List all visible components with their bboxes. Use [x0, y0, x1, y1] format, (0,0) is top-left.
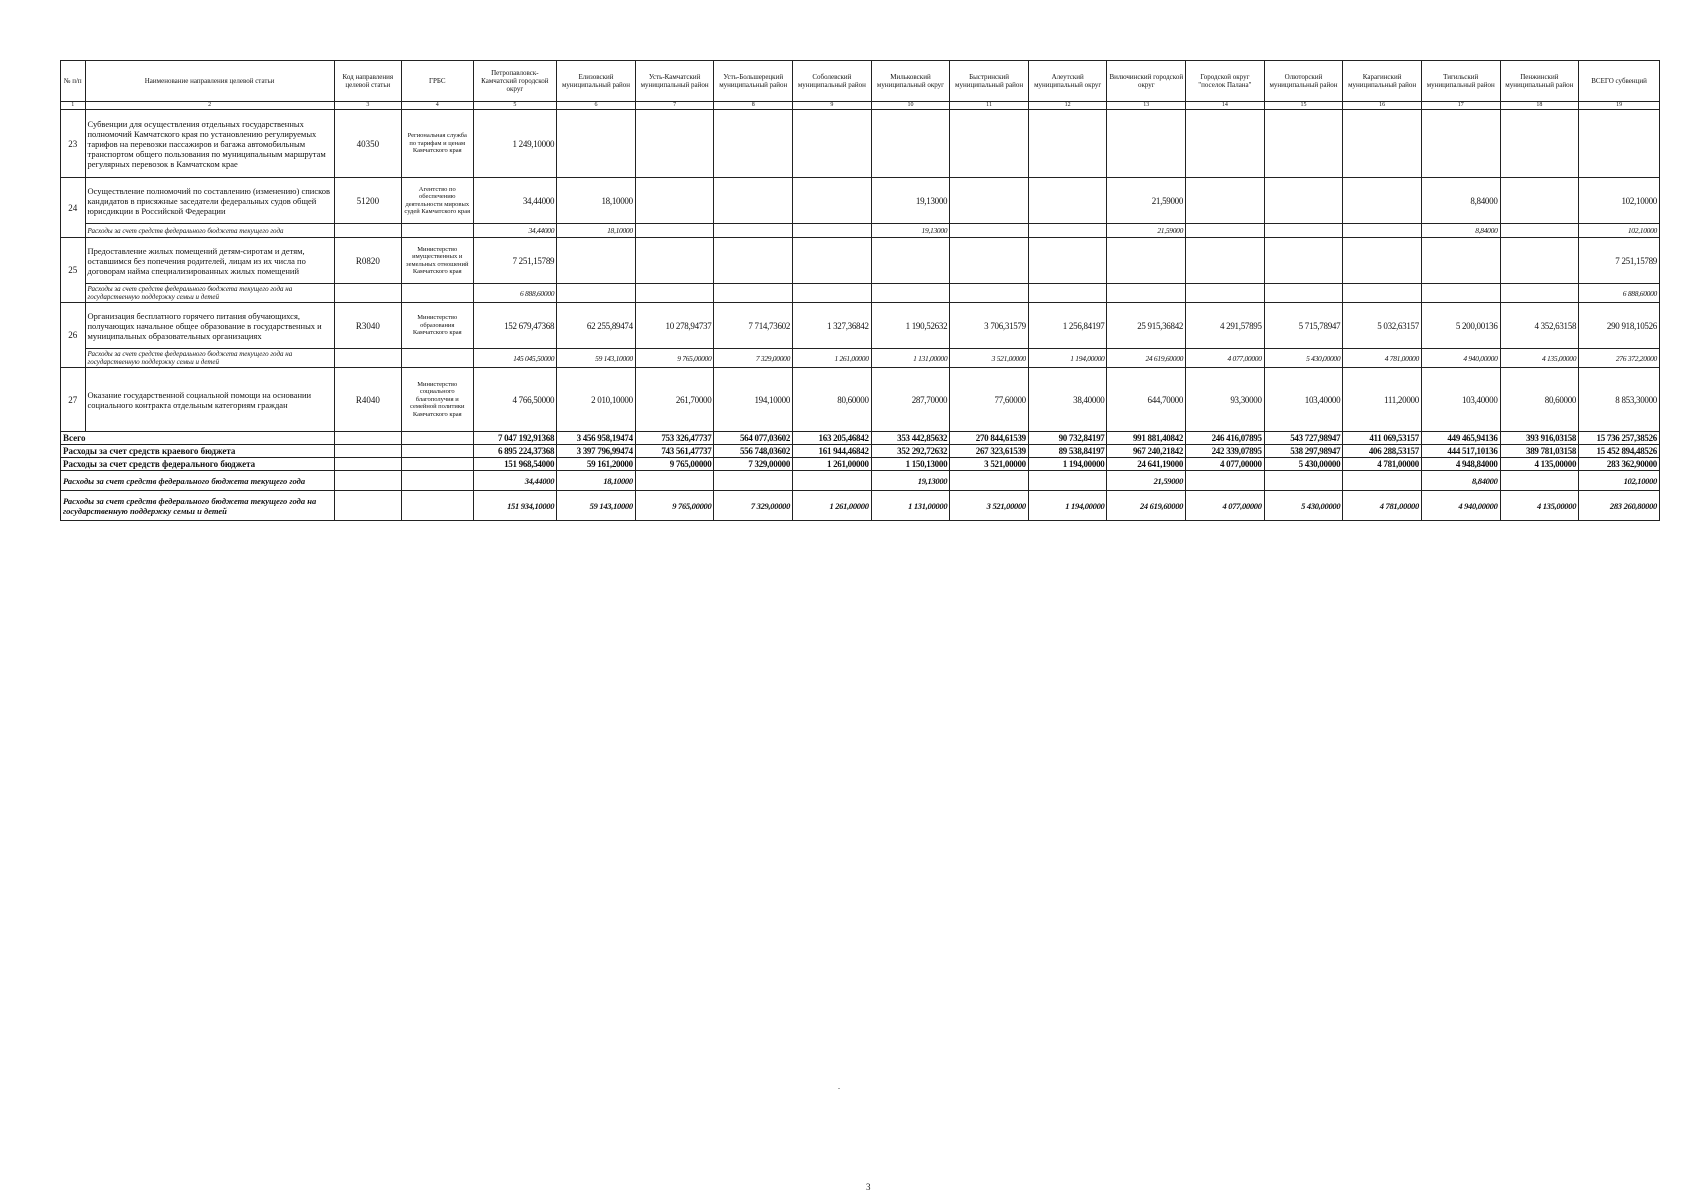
value-cell: [871, 238, 950, 284]
row-number: 27: [61, 368, 86, 432]
total-value: 753 326,47737: [635, 432, 714, 445]
value-cell: [714, 238, 793, 284]
value-cell: [1107, 238, 1186, 284]
value-cell: 93,30000: [1186, 368, 1265, 432]
total-value: 444 517,10136: [1421, 445, 1500, 458]
total-value: 18,10000: [557, 471, 636, 491]
empty-cell: [334, 224, 401, 238]
empty-cell: [402, 284, 473, 303]
subtotal-value: [1107, 284, 1186, 303]
subtotal-name: Расходы за счет средств федерального бюджета текущего года на государственную поддержку семьи и детей: [85, 284, 334, 303]
column-header: Быстринский муниципальный район: [950, 61, 1029, 102]
value-cell: [1028, 110, 1107, 178]
total-value: 59 161,20000: [557, 458, 636, 471]
subtotal-value: 4 781,00000: [1343, 349, 1422, 368]
subtotal-value: 4 940,00000: [1421, 349, 1500, 368]
column-number: 8: [714, 102, 793, 110]
column-header: Наименование направления целевой статьи: [85, 61, 334, 102]
value-cell: 1 327,36842: [793, 303, 872, 349]
subtotal-name: Расходы за счет средств федерального бюджета текущего года: [85, 224, 334, 238]
total-value: 1 131,00000: [871, 491, 950, 521]
subtotal-value: [793, 284, 872, 303]
column-number: 14: [1186, 102, 1265, 110]
subtotal-value: [1343, 284, 1422, 303]
total-value: [1343, 471, 1422, 491]
total-row: [61, 471, 1660, 491]
total-value: 1 150,13000: [871, 458, 950, 471]
column-header: Усть-Большерецкий муниципальный район: [714, 61, 793, 102]
total-value: 4 135,00000: [1500, 491, 1579, 521]
total-value: 8,84000: [1421, 471, 1500, 491]
total-row: [61, 458, 1660, 471]
total-value: 564 077,03602: [714, 432, 793, 445]
total-value: 270 844,61539: [950, 432, 1029, 445]
value-cell: 18,10000: [557, 178, 636, 224]
column-header: Карагинский муниципальный район: [1343, 61, 1422, 102]
value-cell: 34,44000: [473, 178, 557, 224]
empty-cell: [334, 491, 401, 521]
subtotal-value: 5 430,00000: [1264, 349, 1343, 368]
value-cell: [557, 238, 636, 284]
total-value: 24 641,19000: [1107, 458, 1186, 471]
total-value: 59 143,10000: [557, 491, 636, 521]
value-cell: [1421, 238, 1500, 284]
total-value: 3 521,00000: [950, 458, 1029, 471]
value-cell: [1186, 238, 1265, 284]
total-value: 21,59000: [1107, 471, 1186, 491]
total-value: 4 135,00000: [1500, 458, 1579, 471]
column-number: 16: [1343, 102, 1422, 110]
value-cell: 261,70000: [635, 368, 714, 432]
total-row: [61, 432, 1660, 445]
column-number: 12: [1028, 102, 1107, 110]
total-value: 1 261,00000: [793, 458, 872, 471]
column-number: 13: [1107, 102, 1186, 110]
total-value: 538 297,98947: [1264, 445, 1343, 458]
total-value: 393 916,03158: [1500, 432, 1579, 445]
total-value: [1186, 471, 1265, 491]
empty-cell: [334, 432, 401, 445]
column-header: Соболевский муниципальный район: [793, 61, 872, 102]
total-value: 90 732,84197: [1028, 432, 1107, 445]
table-row: [61, 110, 1660, 178]
value-cell: 62 255,89474: [557, 303, 636, 349]
column-number: 3: [334, 102, 401, 110]
value-cell: [793, 178, 872, 224]
total-value: 4 781,00000: [1343, 458, 1422, 471]
value-cell: 1 190,52632: [871, 303, 950, 349]
total-value: 7 329,00000: [714, 458, 793, 471]
empty-cell: [402, 432, 473, 445]
total-value: 242 339,07895: [1186, 445, 1265, 458]
value-cell: [871, 110, 950, 178]
empty-cell: [402, 471, 473, 491]
total-label: Расходы за счет средств краевого бюджета: [61, 445, 335, 458]
total-value: 4 077,00000: [1186, 491, 1265, 521]
value-cell: [1500, 238, 1579, 284]
subtotal-value: [1421, 284, 1500, 303]
value-cell: 103,40000: [1421, 368, 1500, 432]
total-value: 151 968,54000: [473, 458, 557, 471]
value-cell: [714, 178, 793, 224]
total-value: [950, 471, 1029, 491]
total-value: [1028, 471, 1107, 491]
subtotal-value: 4 135,00000: [1500, 349, 1579, 368]
subtotal-value: [714, 224, 793, 238]
total-value: [635, 471, 714, 491]
row-name: Оказание государственной социальной помощи на основании социального контракта отдельным категориям граждан: [85, 368, 334, 432]
total-value: 411 069,53157: [1343, 432, 1422, 445]
value-cell: 152 679,47368: [473, 303, 557, 349]
column-number: 9: [793, 102, 872, 110]
value-cell: 77,60000: [950, 368, 1029, 432]
row-code: 51200: [334, 178, 401, 224]
subtotal-value: [1028, 284, 1107, 303]
total-value: 89 538,84197: [1028, 445, 1107, 458]
value-cell: 287,70000: [871, 368, 950, 432]
total-value: 267 323,61539: [950, 445, 1029, 458]
value-cell: 290 918,10526: [1579, 303, 1660, 349]
total-value: 3 397 796,99474: [557, 445, 636, 458]
total-value: 743 561,47737: [635, 445, 714, 458]
column-number: 15: [1264, 102, 1343, 110]
total-label: Расходы за счет средств федерального бюджета: [61, 458, 335, 471]
value-cell: [1579, 110, 1660, 178]
value-cell: 4 352,63158: [1500, 303, 1579, 349]
total-value: [1500, 471, 1579, 491]
total-value: 5 430,00000: [1264, 491, 1343, 521]
empty-cell: [334, 471, 401, 491]
empty-cell: [402, 445, 473, 458]
column-number: 17: [1421, 102, 1500, 110]
value-cell: 80,60000: [1500, 368, 1579, 432]
subtotal-value: [1500, 284, 1579, 303]
total-value: 353 442,85632: [871, 432, 950, 445]
row-code: R3040: [334, 303, 401, 349]
column-header: ГРБС: [402, 61, 473, 102]
value-cell: 194,10000: [714, 368, 793, 432]
empty-cell: [402, 491, 473, 521]
total-value: 102,10000: [1579, 471, 1660, 491]
value-cell: 4 766,50000: [473, 368, 557, 432]
value-cell: [635, 178, 714, 224]
column-header: Вилючинский городской округ: [1107, 61, 1186, 102]
total-value: 4 940,00000: [1421, 491, 1500, 521]
empty-cell: [334, 349, 401, 368]
subtotal-value: [1186, 284, 1265, 303]
value-cell: 1 256,84197: [1028, 303, 1107, 349]
table-row: [61, 303, 1660, 349]
row-grbs: Министерство социального благополучия и семейной политики Камчатского края: [402, 368, 473, 432]
value-cell: [1264, 110, 1343, 178]
value-cell: 7 251,15789: [473, 238, 557, 284]
value-cell: 21,59000: [1107, 178, 1186, 224]
column-number: 2: [85, 102, 334, 110]
column-number: 11: [950, 102, 1029, 110]
value-cell: 102,10000: [1579, 178, 1660, 224]
header-row: [61, 61, 1660, 102]
value-cell: 5 032,63157: [1343, 303, 1422, 349]
value-cell: [1421, 110, 1500, 178]
page-mark: .: [838, 1082, 840, 1091]
row-grbs: Министерство имущественных и земельных отношений Камчатского края: [402, 238, 473, 284]
column-header: Код направления целевой статьи: [334, 61, 401, 102]
subtotal-value: 145 045,50000: [473, 349, 557, 368]
column-header: № п/п: [61, 61, 86, 102]
subtotal-value: 276 372,20000: [1579, 349, 1660, 368]
value-cell: [635, 238, 714, 284]
value-cell: [793, 110, 872, 178]
total-value: 151 934,10000: [473, 491, 557, 521]
subtotal-value: 34,44000: [473, 224, 557, 238]
total-value: 406 288,53157: [1343, 445, 1422, 458]
value-cell: 7 714,73602: [714, 303, 793, 349]
column-header: Пенжинский муниципальный район: [1500, 61, 1579, 102]
value-cell: [950, 238, 1029, 284]
column-header: Елизовский муниципальный район: [557, 61, 636, 102]
value-cell: [1028, 238, 1107, 284]
total-value: 7 047 192,91368: [473, 432, 557, 445]
column-header: Тигильский муниципальный район: [1421, 61, 1500, 102]
total-value: 9 765,00000: [635, 458, 714, 471]
value-cell: 5 200,00136: [1421, 303, 1500, 349]
value-cell: [1028, 178, 1107, 224]
subtotal-value: 19,13000: [871, 224, 950, 238]
subtotal-value: [1186, 224, 1265, 238]
column-header: Усть-Камчатский муниципальный район: [635, 61, 714, 102]
value-cell: [1264, 238, 1343, 284]
total-label: Расходы за счет средств федерального бюджета текущего года на государственную поддержку семьи и детей: [61, 491, 335, 521]
total-value: 1 194,00000: [1028, 491, 1107, 521]
total-label: Всего: [61, 432, 335, 445]
row-code: R4040: [334, 368, 401, 432]
column-number: 10: [871, 102, 950, 110]
subtotal-value: 4 077,00000: [1186, 349, 1265, 368]
subtotal-value: 7 329,00000: [714, 349, 793, 368]
subtotal-value: [950, 224, 1029, 238]
total-row: [61, 445, 1660, 458]
value-cell: 2 010,10000: [557, 368, 636, 432]
column-number: 18: [1500, 102, 1579, 110]
value-cell: [1264, 178, 1343, 224]
total-value: 1 194,00000: [1028, 458, 1107, 471]
subtotal-value: [1500, 224, 1579, 238]
column-number: 1: [61, 102, 86, 110]
row-name: Осуществление полномочий по составлению (изменению) списков кандидатов в присяжные заседатели федеральных судов общей юрисдикции в Российской Федерации: [85, 178, 334, 224]
subtotal-value: [793, 224, 872, 238]
total-value: 161 944,46842: [793, 445, 872, 458]
empty-cell: [402, 349, 473, 368]
empty-cell: [402, 458, 473, 471]
value-cell: 103,40000: [1264, 368, 1343, 432]
value-cell: [1107, 110, 1186, 178]
total-value: 5 430,00000: [1264, 458, 1343, 471]
total-value: 283 260,80000: [1579, 491, 1660, 521]
column-number: 6: [557, 102, 636, 110]
empty-cell: [402, 224, 473, 238]
subtotal-value: 24 619,60000: [1107, 349, 1186, 368]
value-cell: [793, 238, 872, 284]
column-header: Олюторский муниципальный район: [1264, 61, 1343, 102]
value-cell: 644,70000: [1107, 368, 1186, 432]
empty-cell: [334, 445, 401, 458]
total-value: 34,44000: [473, 471, 557, 491]
total-value: 449 465,94136: [1421, 432, 1500, 445]
subtotal-value: 9 765,00000: [635, 349, 714, 368]
value-cell: 3 706,31579: [950, 303, 1029, 349]
subtotal-value: 59 143,10000: [557, 349, 636, 368]
subtotal-name: Расходы за счет средств федерального бюджета текущего года на государственную поддержку семьи и детей: [85, 349, 334, 368]
subtotal-value: [714, 284, 793, 303]
empty-cell: [334, 284, 401, 303]
empty-cell: [334, 458, 401, 471]
table-row: [61, 368, 1660, 432]
value-cell: 19,13000: [871, 178, 950, 224]
row-name: Организация бесплатного горячего питания обучающихся, получающих начальное общее образование в государственных и муниципальных образовательных организациях: [85, 303, 334, 349]
subtotal-value: [635, 224, 714, 238]
value-cell: 25 915,36842: [1107, 303, 1186, 349]
row-code: R0820: [334, 238, 401, 284]
value-cell: 8,84000: [1421, 178, 1500, 224]
value-cell: [950, 110, 1029, 178]
value-cell: 5 715,78947: [1264, 303, 1343, 349]
row-number: 25: [61, 238, 86, 303]
total-value: 556 748,03602: [714, 445, 793, 458]
value-cell: 1 249,10000: [473, 110, 557, 178]
value-cell: 8 853,30000: [1579, 368, 1660, 432]
subtotal-value: 21,59000: [1107, 224, 1186, 238]
value-cell: [557, 110, 636, 178]
table-row: [61, 178, 1660, 224]
column-number: 5: [473, 102, 557, 110]
subtotal-value: [557, 284, 636, 303]
total-value: 24 619,60000: [1107, 491, 1186, 521]
total-value: 991 881,40842: [1107, 432, 1186, 445]
subtotal-value: 6 888,60000: [473, 284, 557, 303]
subvention-table: [60, 60, 1660, 521]
subtotal-value: [1264, 224, 1343, 238]
subtotal-value: 18,10000: [557, 224, 636, 238]
subtotal-value: [950, 284, 1029, 303]
subtotal-value: 3 521,00000: [950, 349, 1029, 368]
subtotal-row: [61, 349, 1660, 368]
total-value: 389 781,03158: [1500, 445, 1579, 458]
total-value: 246 416,07895: [1186, 432, 1265, 445]
column-header: Городской округ "поселок Палана": [1186, 61, 1265, 102]
column-number: 7: [635, 102, 714, 110]
column-number-row: [61, 102, 1660, 110]
value-cell: [1343, 178, 1422, 224]
total-value: 1 261,00000: [793, 491, 872, 521]
total-value: 3 456 958,19474: [557, 432, 636, 445]
column-header: Петропавловск-Камчатский городской округ: [473, 61, 557, 102]
total-value: 7 329,00000: [714, 491, 793, 521]
subtotal-value: 1 131,00000: [871, 349, 950, 368]
total-value: [714, 471, 793, 491]
total-value: 163 205,46842: [793, 432, 872, 445]
row-grbs: Агентство по обеспечению деятельности мировых судей Камчатского края: [402, 178, 473, 224]
subtotal-value: 1 261,00000: [793, 349, 872, 368]
total-value: 15 736 257,38526: [1579, 432, 1660, 445]
subtotal-value: [871, 284, 950, 303]
subtotal-row: [61, 284, 1660, 303]
total-value: 9 765,00000: [635, 491, 714, 521]
total-value: 967 240,21842: [1107, 445, 1186, 458]
total-value: 4 077,00000: [1186, 458, 1265, 471]
value-cell: 38,40000: [1028, 368, 1107, 432]
row-number: 26: [61, 303, 86, 368]
total-value: 352 292,72632: [871, 445, 950, 458]
total-value: [793, 471, 872, 491]
total-value: 6 895 224,37368: [473, 445, 557, 458]
total-value: 4 948,84000: [1421, 458, 1500, 471]
value-cell: [1500, 178, 1579, 224]
column-header: Мильковский муниципальный округ: [871, 61, 950, 102]
row-name: Субвенции для осуществления отдельных государственных полномочий Камчатского края по установлению регулируемых тарифов на перевозки пассажиров и багажа автомобильным транспортом общего пользования по муниципальным маршрутам регулярных перевозок в Камчатском крае: [85, 110, 334, 178]
total-value: [1264, 471, 1343, 491]
budget-sheet: [60, 60, 1660, 521]
row-grbs: Министерство образования Камчатского края: [402, 303, 473, 349]
total-value: 19,13000: [871, 471, 950, 491]
value-cell: [1186, 110, 1265, 178]
subtotal-value: [1343, 224, 1422, 238]
value-cell: 80,60000: [793, 368, 872, 432]
row-number: 23: [61, 110, 86, 178]
subtotal-value: [1028, 224, 1107, 238]
column-header: Алеутский муниципальный округ: [1028, 61, 1107, 102]
total-label: Расходы за счет средств федерального бюджета текущего года: [61, 471, 335, 491]
total-value: 543 727,98947: [1264, 432, 1343, 445]
table-row: [61, 238, 1660, 284]
total-value: 4 781,00000: [1343, 491, 1422, 521]
value-cell: [950, 178, 1029, 224]
subtotal-row: [61, 224, 1660, 238]
value-cell: [1500, 110, 1579, 178]
subtotal-value: 102,10000: [1579, 224, 1660, 238]
value-cell: 111,20000: [1343, 368, 1422, 432]
total-value: 15 452 894,48526: [1579, 445, 1660, 458]
total-row: [61, 491, 1660, 521]
subtotal-value: 1 194,00000: [1028, 349, 1107, 368]
page-number: 3: [866, 1182, 871, 1192]
value-cell: 4 291,57895: [1186, 303, 1265, 349]
subtotal-value: 6 888,60000: [1579, 284, 1660, 303]
subtotal-value: 8,84000: [1421, 224, 1500, 238]
row-grbs: Региональная служба по тарифам и ценам Камчатского края: [402, 110, 473, 178]
value-cell: 10 278,94737: [635, 303, 714, 349]
row-number: 24: [61, 178, 86, 238]
row-code: 40350: [334, 110, 401, 178]
value-cell: 7 251,15789: [1579, 238, 1660, 284]
column-number: 19: [1579, 102, 1660, 110]
value-cell: [714, 110, 793, 178]
total-value: 3 521,00000: [950, 491, 1029, 521]
value-cell: [635, 110, 714, 178]
subtotal-value: [635, 284, 714, 303]
subtotal-value: [1264, 284, 1343, 303]
value-cell: [1343, 238, 1422, 284]
row-name: Предоставление жилых помещений детям-сиротам и детям, оставшимся без попечения родителей, лицам из их числа по договорам найма специализированных жилых помещений: [85, 238, 334, 284]
column-number: 4: [402, 102, 473, 110]
total-value: 283 362,90000: [1579, 458, 1660, 471]
value-cell: [1186, 178, 1265, 224]
value-cell: [1343, 110, 1422, 178]
column-header: ВСЕГО субвенций: [1579, 61, 1660, 102]
